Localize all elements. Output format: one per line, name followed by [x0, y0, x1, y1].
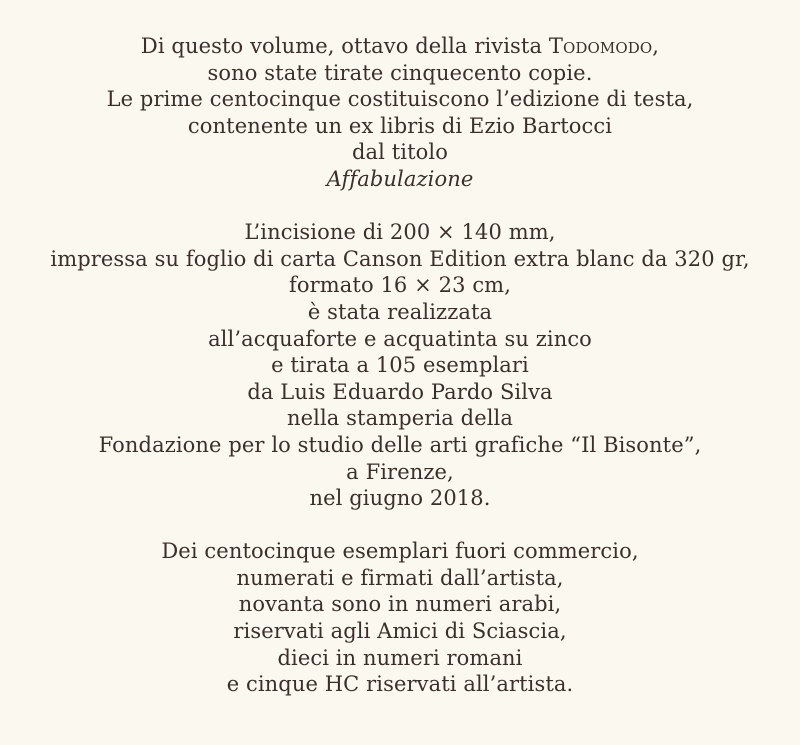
colophon-paragraph-edition — [0, 33, 800, 193]
colophon-line: sono state tirate cinquecento copie. — [207, 60, 593, 85]
colophon-line: formato 16 × 23 cm, — [289, 273, 511, 298]
paragraph-gap — [0, 512, 800, 539]
colophon-paragraph-copies — [0, 538, 800, 698]
colophon-line: Dei centocinque esemplari fuori commercio, — [161, 539, 639, 564]
colophon-line: Di questo volume, ottavo della rivista Todomodo, — [140, 34, 660, 58]
colophon-line: Fondazione per lo studio delle arti grafiche “Il Bisonte”, — [98, 432, 702, 457]
colophon-line: e cinque HC riservati all’artista. — [226, 672, 574, 697]
line-text: Di questo volume, ottavo della rivista — [140, 34, 549, 58]
colophon-line: impressa su foglio di carta Canson Edition extra blanc da 320 gr, — [50, 246, 750, 271]
colophon-line: nel giugno 2018. — [309, 486, 491, 511]
colophon-paragraph-engraving — [0, 219, 800, 512]
colophon-line: L’incisione di 200 × 140 mm, — [244, 220, 556, 245]
colophon-line: e tirata a 105 esemplari — [271, 353, 529, 378]
colophon-line: numerati e firmati dall’artista, — [236, 565, 564, 590]
colophon-line: da Luis Eduardo Pardo Silva — [247, 379, 553, 404]
colophon-line: è stata realizzata — [307, 299, 493, 324]
colophon-line: riservati agli Amici di Sciascia, — [233, 619, 567, 644]
colophon-line: all’acquaforte e acquatinta su zinco — [208, 326, 592, 351]
colophon-line: a Firenze, — [346, 459, 454, 484]
paragraph-gap — [0, 193, 800, 220]
colophon-line: dal titolo — [352, 140, 448, 165]
colophon-line: nella stamperia della — [287, 406, 513, 431]
artwork-title: Affabulazione — [326, 166, 474, 191]
colophon-line: contenente un ex libris di Ezio Bartocci — [187, 113, 613, 138]
journal-name: Todomodo — [548, 34, 653, 58]
colophon-line: Le prime centocinque costituiscono l’edizione di testa, — [106, 87, 694, 112]
colophon-line: novanta sono in numeri arabi, — [238, 592, 562, 617]
colophon-line: dieci in numeri romani — [277, 645, 523, 670]
